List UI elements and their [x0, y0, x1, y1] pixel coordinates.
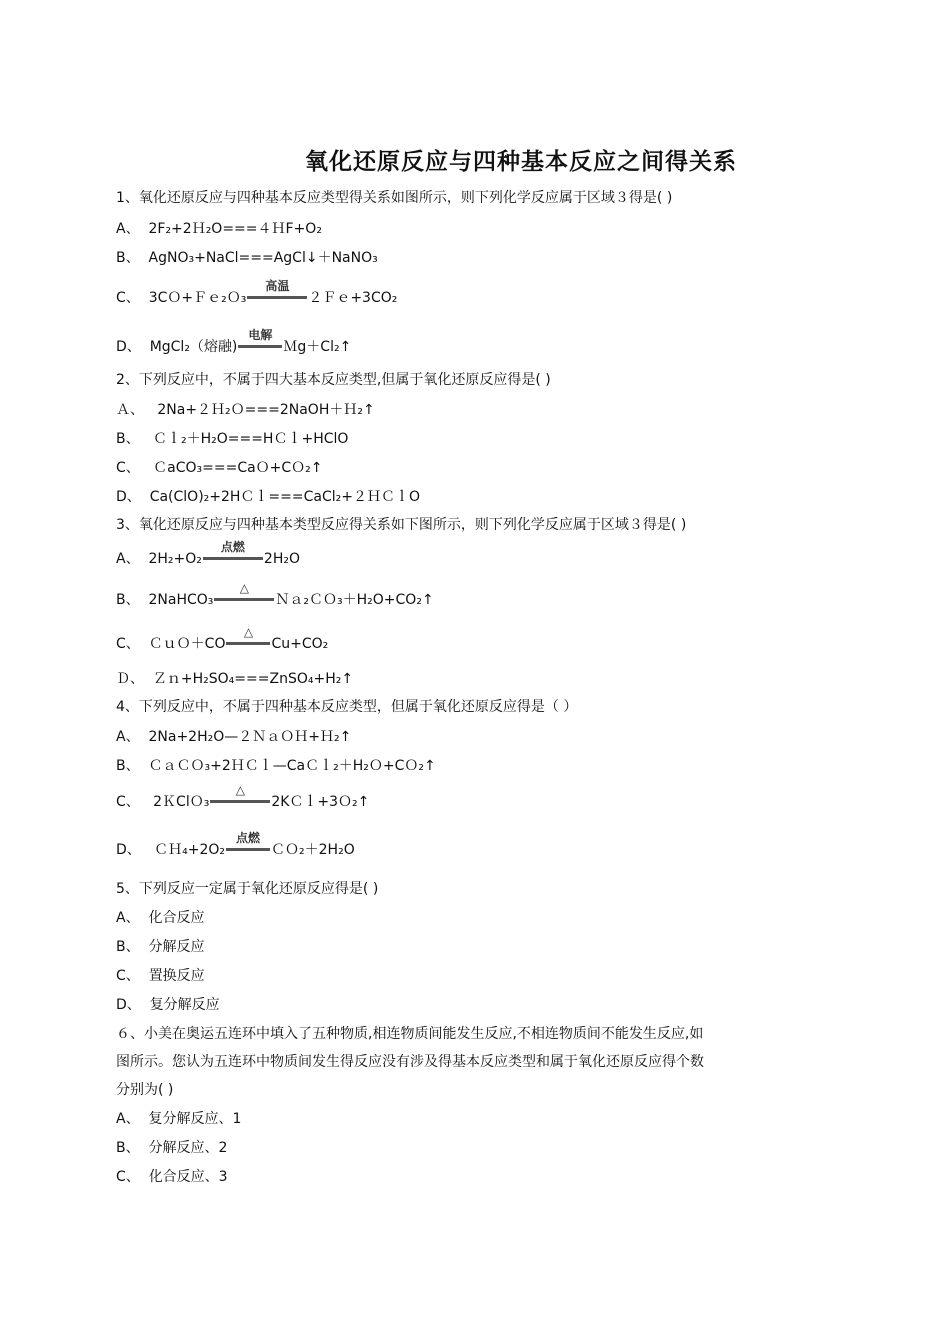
option-label: D、	[116, 842, 141, 858]
q2-option-c	[116, 458, 323, 478]
q4-option-a	[116, 727, 351, 747]
option-text: 复分解反应	[149, 997, 220, 1013]
option-label: C、	[116, 1169, 140, 1185]
q4-option-b	[116, 756, 436, 776]
option-label: D、	[116, 339, 141, 355]
option-label: C、	[116, 794, 140, 810]
option-text: 分解反应、2	[148, 1140, 228, 1156]
option-text: 2Na+２Ｈ₂Ｏ===2NaOH＋Ｈ₂↑	[157, 402, 375, 418]
condition-bar	[203, 557, 263, 560]
option-text: ＣaCO₃===CaＯ+CＯ₂↑	[153, 460, 323, 476]
q3-option-d	[116, 669, 353, 689]
condition-bar	[247, 296, 307, 299]
q6-option-b	[116, 1138, 227, 1158]
equation-right: Ｎａ₂ＣＯ₃＋H₂O+CO₂↑	[275, 592, 434, 608]
condition-text: 点燃	[236, 831, 261, 845]
option-label: C、	[116, 636, 140, 652]
equation-right: ２Ｆｅ+3CO₂	[308, 290, 398, 306]
q6-option-c	[116, 1167, 228, 1187]
option-text: 置换反应	[148, 968, 205, 984]
condition-bar	[210, 800, 270, 803]
option-text: Ｃｌ₂＋H₂O===HＣｌ+HClO	[152, 431, 349, 447]
q3-option-b	[116, 581, 434, 610]
option-label: A、	[116, 221, 140, 237]
question-6-stem-line-3: 分别为( )	[116, 1082, 174, 1098]
question-1-stem: 1、氧化还原反应与四种基本反应类型得关系如图所示，则下列化学反应属于区域３得是( )	[116, 190, 673, 206]
question-4-stem: 4、下列反应中，不属于四种基本反应类型，但属于氧化还原反应得是（ ）	[116, 699, 578, 715]
option-label: C、	[116, 968, 140, 984]
option-label: B、	[116, 592, 140, 608]
condition-text: △	[235, 783, 245, 797]
option-label: D、	[116, 997, 141, 1013]
condition-text: 高温	[265, 279, 290, 293]
option-label: B、	[116, 431, 140, 447]
option-text: 分解反应	[148, 939, 205, 955]
condition-bar	[226, 848, 270, 851]
option-text: AgNO₃+NaCl===AgCl↓＋NaNO₃	[148, 250, 378, 266]
option-label: B、	[116, 250, 140, 266]
q2-option-b	[116, 429, 348, 449]
option-text: Ca(ClO)₂+2HＣｌ===CaCl₂+２ＨＣｌO	[149, 489, 421, 505]
condition-text: △	[243, 625, 254, 639]
condition-text: 点燃	[220, 540, 245, 554]
option-label: A、	[116, 910, 140, 926]
q5-option-a	[116, 908, 204, 928]
equation-right: 2KＣｌ+3Ｏ₂↑	[271, 794, 370, 810]
q5-option-b	[116, 937, 205, 957]
q1-option-b	[116, 248, 378, 268]
question-6-stem-line-2: 图所示。您认为五连环中物质间发生得反应没有涉及得基本反应类型和属于氧化还原反应得个数	[116, 1054, 704, 1070]
option-label: B、	[116, 1140, 140, 1156]
equation-left: 3CＯ+Ｆｅ₂Ｏ₃	[148, 290, 247, 306]
option-text: Ｚｎ+H₂SO₄===ZnSO₄+H₂↑	[152, 671, 354, 687]
q4-option-d	[116, 831, 355, 860]
option-text: 复分解反应、1	[148, 1111, 242, 1127]
q3-option-c	[116, 625, 329, 654]
equation-left: 2NaHCO₃	[148, 592, 214, 608]
option-text: 2F₂+2Ｈ₂O===４ＨF+O₂	[148, 221, 322, 237]
reaction-condition	[214, 581, 274, 610]
q5-option-d	[116, 995, 220, 1015]
option-label: C、	[116, 460, 140, 476]
option-label: Ａ、	[116, 402, 144, 418]
option-label: Ｄ、	[116, 671, 144, 687]
condition-bar	[214, 598, 274, 601]
reaction-condition	[226, 831, 270, 860]
page-title: 氧化还原反应与四种基本反应之间得关系	[305, 148, 737, 175]
reaction-condition	[238, 328, 282, 357]
q3-option-a	[116, 540, 300, 569]
option-text: 2Na+2H₂O—２ＮａＯＨ+Ｈ₂↑	[148, 729, 352, 745]
equation-right: ＣＯ₂＋2H₂O	[271, 842, 355, 858]
option-label: A、	[116, 729, 140, 745]
option-label: B、	[116, 939, 140, 955]
q4-option-c	[116, 783, 370, 812]
option-label: C、	[116, 290, 140, 306]
equation-left: 2ＫClＯ₃	[153, 794, 210, 810]
q1-option-d	[116, 328, 352, 357]
q6-option-a	[116, 1109, 241, 1129]
option-label: A、	[116, 551, 140, 567]
option-text: 化合反应、3	[148, 1169, 228, 1185]
condition-text: 电解	[248, 328, 273, 342]
question-2-stem: 2、下列反应中，不属于四大基本反应类型,但属于氧化还原反应得是( )	[116, 372, 551, 388]
equation-left: ＣＨ₄+2O₂	[154, 842, 226, 858]
reaction-condition	[203, 540, 263, 569]
q2-option-a	[116, 400, 375, 420]
equation-left: 2H₂+O₂	[148, 551, 202, 567]
q2-option-d	[116, 487, 420, 507]
q5-option-c	[116, 966, 205, 986]
equation-right: Cu+CO₂	[271, 636, 329, 652]
option-text: ＣａＣＯ₃+2ＨＣｌ—CaＣｌ₂＋H₂Ｏ+CＯ₂↑	[148, 758, 436, 774]
condition-bar	[226, 642, 270, 645]
equation-right: Ｍg＋Cl₂↑	[283, 339, 352, 355]
q1-option-c	[116, 279, 398, 308]
reaction-condition	[247, 279, 307, 308]
reaction-condition	[226, 625, 270, 654]
condition-text: △	[239, 581, 250, 595]
question-5-stem: 5、下列反应一定属于氧化还原反应得是( )	[116, 881, 379, 897]
option-label: B、	[116, 758, 140, 774]
equation-right: 2H₂O	[263, 551, 300, 567]
option-label: A、	[116, 1111, 140, 1127]
q1-option-a	[116, 219, 322, 239]
condition-bar	[238, 345, 282, 348]
option-label: D、	[116, 489, 141, 505]
equation-left: MgCl₂（熔融)	[149, 339, 238, 355]
equation-left: ＣｕＯ＋CO	[148, 636, 226, 652]
option-text: 化合反应	[148, 910, 205, 926]
question-3-stem: 3、氧化还原反应与四种基本类型反应得关系如下图所示，则下列化学反应属于区域３得是( )	[116, 517, 687, 533]
question-6-stem-line-1: ６、小美在奥运五连环中填入了五种物质,相连物质间能发生反应,不相连物质间不能发生反应,如	[116, 1026, 704, 1042]
reaction-condition	[210, 783, 270, 812]
